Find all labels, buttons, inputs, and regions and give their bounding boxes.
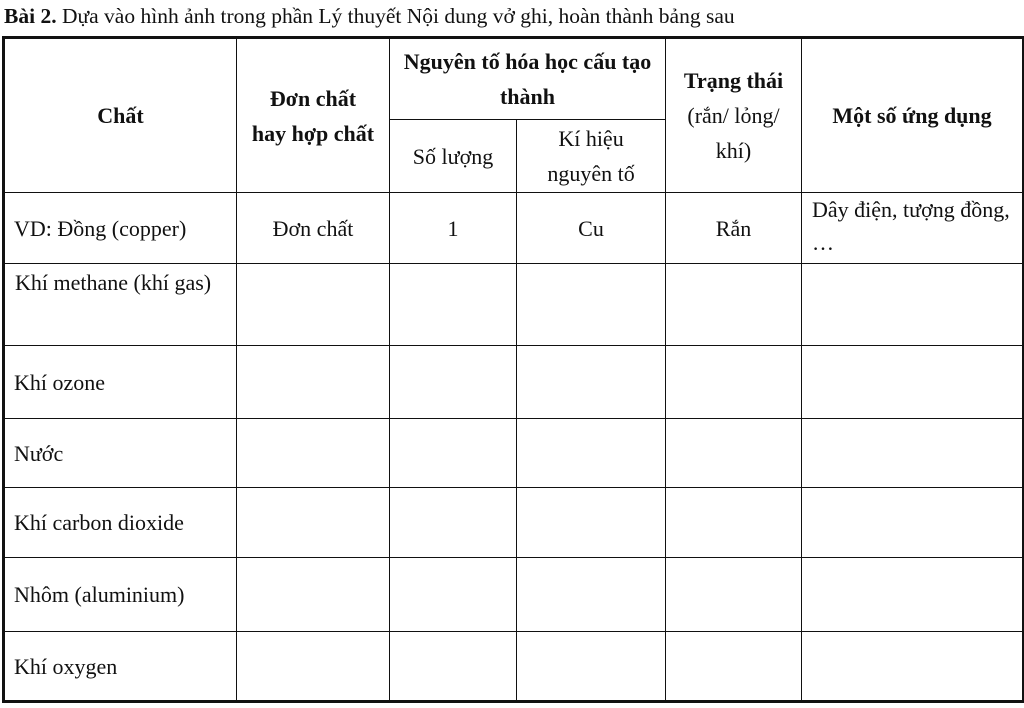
cell-chat: Khí methane (khí gas) [4, 264, 237, 346]
cell-blank[interactable] [237, 558, 390, 632]
cell-blank[interactable] [666, 632, 802, 702]
cell-blank[interactable] [237, 632, 390, 702]
cell-blank[interactable] [517, 419, 666, 488]
cell-blank[interactable] [666, 264, 802, 346]
cell-blank[interactable] [666, 346, 802, 419]
cell-blank[interactable] [802, 488, 1024, 558]
cell-ung-dung: Dây điện, tượng đồng, … [802, 193, 1024, 264]
cell-blank[interactable] [390, 346, 517, 419]
header-so-luong: Số lượng [390, 120, 517, 193]
cell-blank[interactable] [517, 264, 666, 346]
cell-chat: VD: Đồng (copper) [4, 193, 237, 264]
header-chat: Chất [4, 38, 237, 193]
cell-blank[interactable] [237, 264, 390, 346]
cell-blank[interactable] [390, 264, 517, 346]
cell-blank[interactable] [802, 632, 1024, 702]
cell-chat: Khí ozone [4, 346, 237, 419]
exercise-number: Bài 2. [4, 4, 57, 28]
cell-blank[interactable] [802, 419, 1024, 488]
cell-trang-thai: Rắn [666, 193, 802, 264]
cell-blank[interactable] [517, 488, 666, 558]
table-row [4, 346, 1024, 419]
cell-blank[interactable] [517, 632, 666, 702]
exercise-instruction: Dựa vào hình ảnh trong phần Lý thuyết Nội dung vở ghi, hoàn thành bảng sau [56, 4, 735, 28]
table-row [4, 558, 1024, 632]
cell-so-luong: 1 [390, 193, 517, 264]
cell-blank[interactable] [802, 558, 1024, 632]
cell-blank[interactable] [237, 346, 390, 419]
header-ki-hieu: Kí hiệu nguyên tố [517, 120, 666, 193]
cell-blank[interactable] [237, 419, 390, 488]
cell-chat: Nhôm (aluminium) [4, 558, 237, 632]
cell-blank[interactable] [517, 346, 666, 419]
cell-don-chat: Đơn chất [237, 193, 390, 264]
header-trang-thai-bold: Trạng thái [683, 68, 784, 93]
cell-blank[interactable] [802, 264, 1024, 346]
table-row-example [4, 193, 1024, 264]
table-row [4, 632, 1024, 702]
cell-chat: Nước [4, 419, 237, 488]
worksheet-table [2, 36, 1024, 703]
header-trang-thai [666, 38, 802, 193]
cell-blank[interactable] [802, 346, 1024, 419]
cell-blank[interactable] [666, 419, 802, 488]
header-ung-dung: Một số ứng dụng [802, 38, 1024, 193]
header-don-chat: Đơn chất hay hợp chất [237, 38, 390, 193]
cell-chat: Khí oxygen [4, 632, 237, 702]
table-row [4, 488, 1024, 558]
exercise-title [4, 3, 735, 29]
header-trang-thai-note: (rắn/ lỏng/ khí) [687, 103, 780, 163]
cell-blank[interactable] [666, 488, 802, 558]
cell-blank[interactable] [390, 419, 517, 488]
cell-blank[interactable] [517, 558, 666, 632]
header-nguyen-to: Nguyên tố hóa học cấu tạo thành [390, 38, 666, 120]
cell-blank[interactable] [390, 632, 517, 702]
cell-chat: Khí carbon dioxide [4, 488, 237, 558]
table-row [4, 419, 1024, 488]
cell-blank[interactable] [237, 488, 390, 558]
cell-blank[interactable] [390, 488, 517, 558]
table-row [4, 264, 1024, 346]
cell-ki-hieu: Cu [517, 193, 666, 264]
cell-blank[interactable] [666, 558, 802, 632]
cell-blank[interactable] [390, 558, 517, 632]
